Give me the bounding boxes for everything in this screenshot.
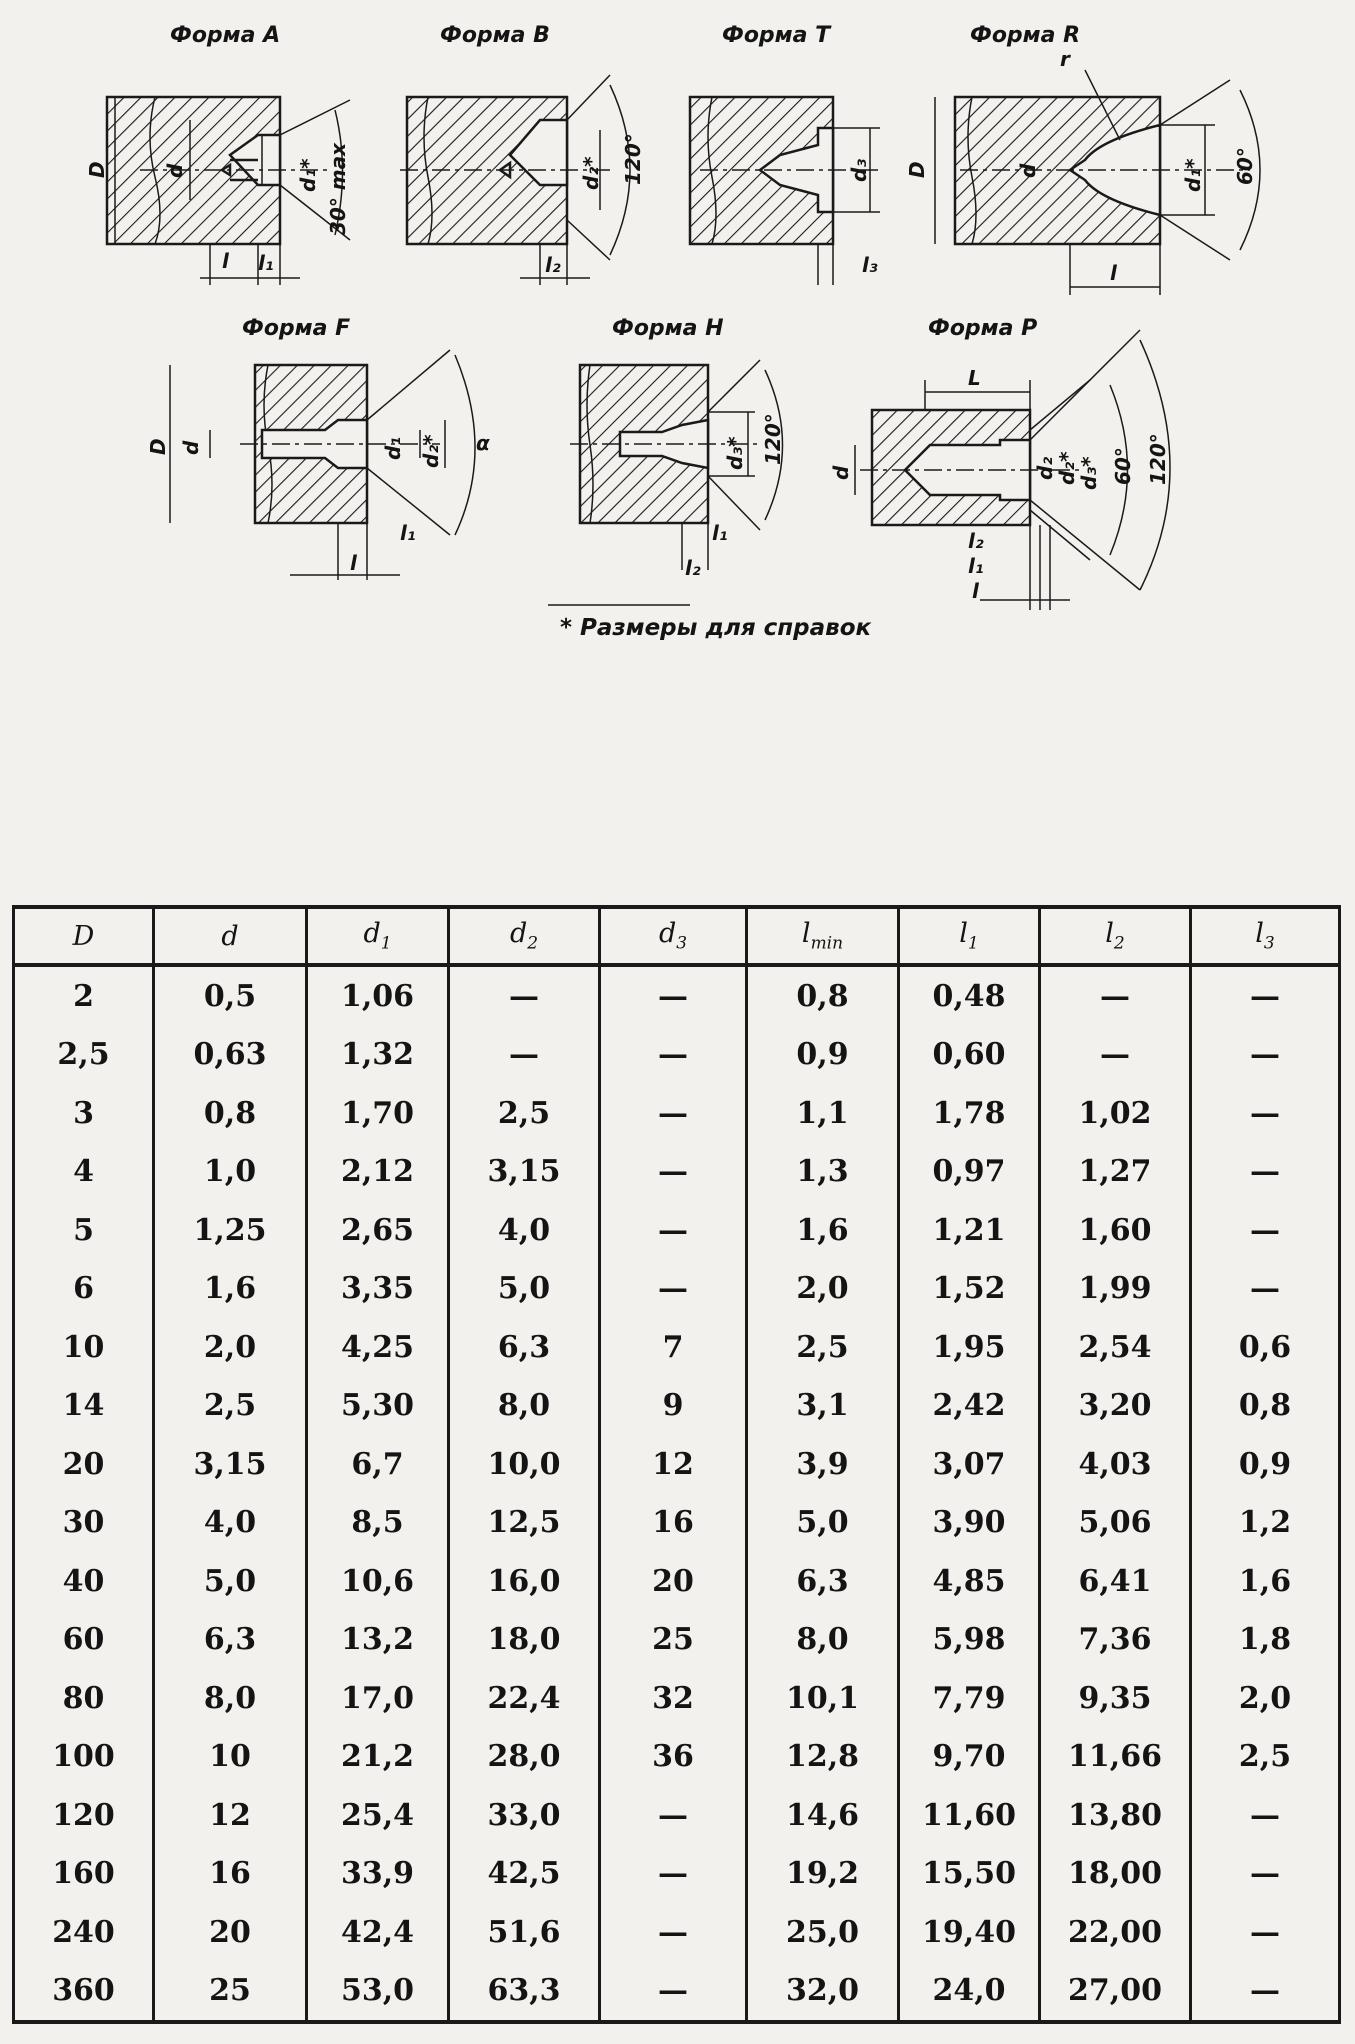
- table-cell: 0,60: [899, 1026, 1040, 1085]
- table-cell: 160: [14, 1845, 154, 1904]
- table-cell: 3,07: [899, 1435, 1040, 1494]
- table-cell: 1,27: [1040, 1143, 1191, 1202]
- table-cell: 1,78: [899, 1084, 1040, 1143]
- table-cell: 1,8: [1191, 1611, 1340, 1670]
- table-cell: 22,00: [1040, 1903, 1191, 1962]
- column-header: [899, 907, 1040, 965]
- table-cell: 3,15: [154, 1435, 307, 1494]
- table-cell: 6,3: [747, 1552, 899, 1611]
- table-cell: 12,5: [449, 1494, 600, 1553]
- table-cell: —: [1191, 1201, 1340, 1260]
- table-cell: 9: [600, 1377, 747, 1436]
- table-cell: 3,90: [899, 1494, 1040, 1553]
- column-header-symbol: d: [509, 918, 528, 950]
- table-cell: 25: [600, 1611, 747, 1670]
- form-t-dim-l3: l₃: [862, 253, 878, 277]
- table-cell: —: [1191, 1903, 1340, 1962]
- form-a-dim-l1: l₁: [258, 251, 274, 275]
- table-cell: 11,66: [1040, 1728, 1191, 1787]
- table-cell: 32,0: [747, 1962, 899, 2023]
- table-cell: 0,9: [1191, 1435, 1340, 1494]
- form-a-dim-d1s: d₁*: [296, 158, 320, 192]
- form-h-dim-d3s: d₃*: [723, 436, 747, 470]
- form-p-dim-L: L: [968, 366, 981, 390]
- form-f-dim-l1: l₁: [400, 521, 416, 545]
- table-cell: 5,98: [899, 1611, 1040, 1670]
- table-cell: 2,12: [307, 1143, 449, 1202]
- table-row: [14, 1552, 1340, 1611]
- form-h-drawing: [570, 360, 783, 570]
- table-cell: 1,99: [1040, 1260, 1191, 1319]
- table-cell: 100: [14, 1728, 154, 1787]
- table-cell: —: [600, 1786, 747, 1845]
- table-cell: —: [600, 965, 747, 1026]
- form-r-dim-l: l: [1110, 261, 1117, 285]
- form-t-dim-d3: d₃: [847, 158, 871, 182]
- table-cell: 22,4: [449, 1669, 600, 1728]
- table-row: [14, 1728, 1340, 1787]
- column-header-symbol: l: [959, 918, 968, 950]
- form-p-dim-a120: 120°: [1146, 433, 1170, 485]
- table-cell: 36: [600, 1728, 747, 1787]
- table-cell: 1,02: [1040, 1084, 1191, 1143]
- table-cell: 0,6: [1191, 1318, 1340, 1377]
- table-cell: 5,0: [747, 1494, 899, 1553]
- table-cell: 8,0: [154, 1669, 307, 1728]
- table-cell: 2,5: [14, 1026, 154, 1085]
- table-cell: 12: [154, 1786, 307, 1845]
- table-cell: 14: [14, 1377, 154, 1436]
- form-a-label: Форма А: [170, 23, 281, 48]
- column-header: [1040, 907, 1191, 965]
- form-h-dim-l2: l₂: [685, 556, 701, 580]
- table-cell: 10,1: [747, 1669, 899, 1728]
- table-cell: 360: [14, 1962, 154, 2023]
- column-header: [1191, 907, 1340, 965]
- form-t-drawing: [690, 97, 880, 285]
- table-cell: —: [1191, 1786, 1340, 1845]
- table-cell: 3,1: [747, 1377, 899, 1436]
- table-cell: 1,95: [899, 1318, 1040, 1377]
- table-row: [14, 1669, 1340, 1728]
- table-cell: —: [449, 1026, 600, 1085]
- form-b-dim-a120: 120°: [621, 133, 645, 185]
- table-header-row: [14, 907, 1340, 965]
- table-row: [14, 1903, 1340, 1962]
- table-cell: 3,20: [1040, 1377, 1191, 1436]
- table-cell: 7,79: [899, 1669, 1040, 1728]
- table-cell: 0,97: [899, 1143, 1040, 1202]
- table-cell: 2,42: [899, 1377, 1040, 1436]
- table-cell: 28,0: [449, 1728, 600, 1787]
- table-cell: 60: [14, 1611, 154, 1670]
- table-cell: 1,0: [154, 1143, 307, 1202]
- table-cell: 0,8: [1191, 1377, 1340, 1436]
- table-cell: 0,48: [899, 965, 1040, 1026]
- form-t-label: Форма Т: [722, 23, 831, 48]
- center-hole-forms-figure: [0, 0, 1355, 660]
- table-cell: 0,8: [154, 1084, 307, 1143]
- table-cell: 5,0: [449, 1260, 600, 1319]
- table-cell: 3: [14, 1084, 154, 1143]
- form-r-dim-d1s: d₁*: [1181, 158, 1205, 192]
- table-row: [14, 1026, 1340, 1085]
- table-row: [14, 1260, 1340, 1319]
- table-row: [14, 1786, 1340, 1845]
- table-cell: 17,0: [307, 1669, 449, 1728]
- table-cell: 16,0: [449, 1552, 600, 1611]
- form-a-dim-D: D: [85, 161, 109, 178]
- table-cell: 1,32: [307, 1026, 449, 1085]
- table-row: [14, 1611, 1340, 1670]
- form-r-dim-r: r: [1060, 47, 1070, 71]
- table-cell: 1,6: [154, 1260, 307, 1319]
- form-f-label: Форма F: [242, 316, 351, 341]
- form-f-dim-d: d: [179, 440, 203, 455]
- table-cell: —: [600, 1845, 747, 1904]
- table-cell: 63,3: [449, 1962, 600, 2023]
- table-cell: 2,5: [449, 1084, 600, 1143]
- table-cell: 6: [14, 1260, 154, 1319]
- table-cell: 10,0: [449, 1435, 600, 1494]
- column-header-subscript: min: [810, 933, 844, 954]
- table-cell: —: [1191, 965, 1340, 1026]
- table-row: [14, 1377, 1340, 1436]
- dimensions-table-container: [12, 905, 1338, 2024]
- table-cell: 5,06: [1040, 1494, 1191, 1553]
- table-cell: 18,0: [449, 1611, 600, 1670]
- table-cell: 4,0: [449, 1201, 600, 1260]
- table-cell: 2,5: [747, 1318, 899, 1377]
- form-a-dim-d: d: [163, 163, 187, 178]
- table-cell: 25,4: [307, 1786, 449, 1845]
- table-cell: 120: [14, 1786, 154, 1845]
- table-cell: 20: [600, 1552, 747, 1611]
- form-p-dim-l2: l₂: [968, 529, 984, 553]
- table-cell: 6,41: [1040, 1552, 1191, 1611]
- column-header-subscript: 3: [1263, 933, 1275, 954]
- table-cell: 8,5: [307, 1494, 449, 1553]
- form-f-dim-alpha: α: [476, 431, 490, 455]
- form-f-dim-d1: d₁: [381, 436, 405, 460]
- table-cell: 0,8: [747, 965, 899, 1026]
- table-cell: 7: [600, 1318, 747, 1377]
- table-cell: 13,80: [1040, 1786, 1191, 1845]
- form-b-dim-l2: l₂: [545, 253, 561, 277]
- form-p-dim-l1: l₁: [968, 554, 984, 578]
- form-f-dim-D: D: [146, 438, 170, 455]
- column-header: [600, 907, 747, 965]
- form-a-dim-l: l: [222, 249, 229, 273]
- table-cell: 42,5: [449, 1845, 600, 1904]
- column-header: [449, 907, 600, 965]
- table-cell: 9,35: [1040, 1669, 1191, 1728]
- table-row: [14, 1084, 1340, 1143]
- table-cell: 32: [600, 1669, 747, 1728]
- table-cell: 1,52: [899, 1260, 1040, 1319]
- table-cell: 4: [14, 1143, 154, 1202]
- table-cell: 15,50: [899, 1845, 1040, 1904]
- table-cell: 2,65: [307, 1201, 449, 1260]
- table-cell: —: [1191, 1084, 1340, 1143]
- table-cell: 4,03: [1040, 1435, 1191, 1494]
- table-cell: —: [1040, 965, 1191, 1026]
- column-header: [747, 907, 899, 965]
- form-p-dim-d2: d₂: [1033, 456, 1057, 480]
- table-cell: 11,60: [899, 1786, 1040, 1845]
- table-cell: 2,5: [1191, 1728, 1340, 1787]
- column-header-symbol: D: [72, 920, 95, 952]
- table-cell: 2,5: [154, 1377, 307, 1436]
- table-cell: 0,63: [154, 1026, 307, 1085]
- table-cell: —: [600, 1260, 747, 1319]
- table-cell: 0,9: [747, 1026, 899, 1085]
- table-cell: 2,0: [154, 1318, 307, 1377]
- column-header-subscript: 2: [527, 933, 539, 954]
- table-row: [14, 1962, 1340, 2023]
- table-cell: 0,5: [154, 965, 307, 1026]
- table-cell: 2,54: [1040, 1318, 1191, 1377]
- table-row: [14, 1435, 1340, 1494]
- form-p-dim-d3s: d₃*: [1077, 456, 1101, 490]
- table-cell: 1,6: [1191, 1552, 1340, 1611]
- table-row: [14, 1201, 1340, 1260]
- table-row: [14, 1494, 1340, 1553]
- table-cell: 27,00: [1040, 1962, 1191, 2023]
- form-f-dim-l: l: [350, 551, 357, 575]
- table-cell: —: [1191, 1845, 1340, 1904]
- table-cell: 8,0: [747, 1611, 899, 1670]
- table-cell: 2: [14, 965, 154, 1026]
- table-cell: 7,36: [1040, 1611, 1191, 1670]
- column-header-subscript: 2: [1113, 933, 1125, 954]
- column-header: [14, 907, 154, 965]
- table-row: [14, 1143, 1340, 1202]
- table-cell: 6,3: [154, 1611, 307, 1670]
- table-cell: 18,00: [1040, 1845, 1191, 1904]
- table-cell: 20: [14, 1435, 154, 1494]
- table-cell: 20: [154, 1903, 307, 1962]
- table-cell: 12,8: [747, 1728, 899, 1787]
- table-cell: —: [600, 1201, 747, 1260]
- table-cell: 3,15: [449, 1143, 600, 1202]
- form-p-dim-d: d: [829, 465, 853, 480]
- table-cell: 1,1: [747, 1084, 899, 1143]
- table-row: [14, 965, 1340, 1026]
- table-cell: 240: [14, 1903, 154, 1962]
- form-a-dim-a30: 30° max: [326, 142, 350, 235]
- table-cell: 6,7: [307, 1435, 449, 1494]
- table-cell: 5,30: [307, 1377, 449, 1436]
- table-cell: 5: [14, 1201, 154, 1260]
- column-header-symbol: d: [363, 918, 381, 950]
- form-h-dim-a120: 120°: [761, 413, 785, 465]
- table-cell: 30: [14, 1494, 154, 1553]
- table-cell: 1,06: [307, 965, 449, 1026]
- table-cell: 13,2: [307, 1611, 449, 1670]
- table-cell: 6,3: [449, 1318, 600, 1377]
- table-cell: —: [600, 1026, 747, 1085]
- table-cell: 80: [14, 1669, 154, 1728]
- table-cell: —: [1191, 1143, 1340, 1202]
- table-cell: —: [449, 965, 600, 1026]
- table-cell: 1,60: [1040, 1201, 1191, 1260]
- table-cell: 10: [14, 1318, 154, 1377]
- form-b-dim-d2s: d₂*: [579, 156, 603, 190]
- table-cell: 33,0: [449, 1786, 600, 1845]
- form-h-dim-l1: l₁: [712, 521, 728, 545]
- table-cell: —: [600, 1143, 747, 1202]
- table-cell: —: [600, 1903, 747, 1962]
- table-cell: 21,2: [307, 1728, 449, 1787]
- table-cell: 1,25: [154, 1201, 307, 1260]
- column-header-symbol: l: [1255, 918, 1264, 950]
- table-cell: 42,4: [307, 1903, 449, 1962]
- form-r-label: Форма R: [970, 23, 1081, 48]
- form-p-label: Форма Р: [928, 316, 1038, 341]
- table-cell: 1,3: [747, 1143, 899, 1202]
- form-b-label: Форма В: [440, 23, 550, 48]
- table-cell: 51,6: [449, 1903, 600, 1962]
- reference-dimensions-note: * Размеры для справок: [560, 615, 872, 641]
- table-cell: 53,0: [307, 1962, 449, 2023]
- column-header-symbol: l: [1105, 918, 1114, 950]
- form-p-dim-l: l: [972, 579, 979, 603]
- table-cell: 1,6: [747, 1201, 899, 1260]
- table-cell: 8,0: [449, 1377, 600, 1436]
- table-cell: 4,0: [154, 1494, 307, 1553]
- table-cell: —: [1191, 1026, 1340, 1085]
- table-cell: 3,9: [747, 1435, 899, 1494]
- form-h-label: Форма Н: [612, 316, 724, 341]
- table-cell: 19,40: [899, 1903, 1040, 1962]
- table-row: [14, 1318, 1340, 1377]
- column-header: [154, 907, 307, 965]
- column-header: [307, 907, 449, 965]
- table-body: [14, 965, 1340, 2022]
- table-cell: 4,85: [899, 1552, 1040, 1611]
- table-cell: 10,6: [307, 1552, 449, 1611]
- table-cell: 40: [14, 1552, 154, 1611]
- table-cell: —: [1191, 1260, 1340, 1319]
- form-r-dim-d: d: [1016, 163, 1040, 178]
- column-header-subscript: 1: [380, 933, 392, 954]
- column-header-symbol: d: [221, 920, 239, 952]
- table-cell: —: [600, 1084, 747, 1143]
- table-cell: 9,70: [899, 1728, 1040, 1787]
- table-cell: —: [1191, 1962, 1340, 2023]
- table-cell: 1,2: [1191, 1494, 1340, 1553]
- form-r-dim-a60: 60°: [1233, 147, 1257, 185]
- table-cell: 16: [600, 1494, 747, 1553]
- table-cell: 3,35: [307, 1260, 449, 1319]
- table-cell: 2,0: [747, 1260, 899, 1319]
- form-f-dim-d2s: d₂*: [419, 434, 443, 468]
- form-r-dim-D: D: [905, 161, 929, 178]
- table-cell: —: [600, 1962, 747, 2023]
- table-row: [14, 1845, 1340, 1904]
- table-cell: 14,6: [747, 1786, 899, 1845]
- column-header-subscript: 3: [676, 933, 688, 954]
- table-cell: 16: [154, 1845, 307, 1904]
- table-cell: 1,70: [307, 1084, 449, 1143]
- table-cell: 1,21: [899, 1201, 1040, 1260]
- column-header-symbol: d: [658, 918, 677, 950]
- table-cell: 33,9: [307, 1845, 449, 1904]
- table-cell: 5,0: [154, 1552, 307, 1611]
- table-cell: 19,2: [747, 1845, 899, 1904]
- table-cell: 10: [154, 1728, 307, 1787]
- table-cell: 25,0: [747, 1903, 899, 1962]
- table-cell: 12: [600, 1435, 747, 1494]
- center-hole-dimensions-table: [12, 905, 1341, 2024]
- column-header-symbol: l: [801, 918, 811, 950]
- table-cell: 4,25: [307, 1318, 449, 1377]
- form-p-dim-a60: 60°: [1111, 447, 1135, 485]
- column-header-subscript: 1: [967, 933, 979, 954]
- table-cell: 24,0: [899, 1962, 1040, 2023]
- table-cell: 25: [154, 1962, 307, 2023]
- table-cell: 2,0: [1191, 1669, 1340, 1728]
- table-cell: —: [1040, 1026, 1191, 1085]
- form-p-dim-d2s: d₂*: [1055, 451, 1079, 485]
- form-r-drawing: [935, 70, 1260, 295]
